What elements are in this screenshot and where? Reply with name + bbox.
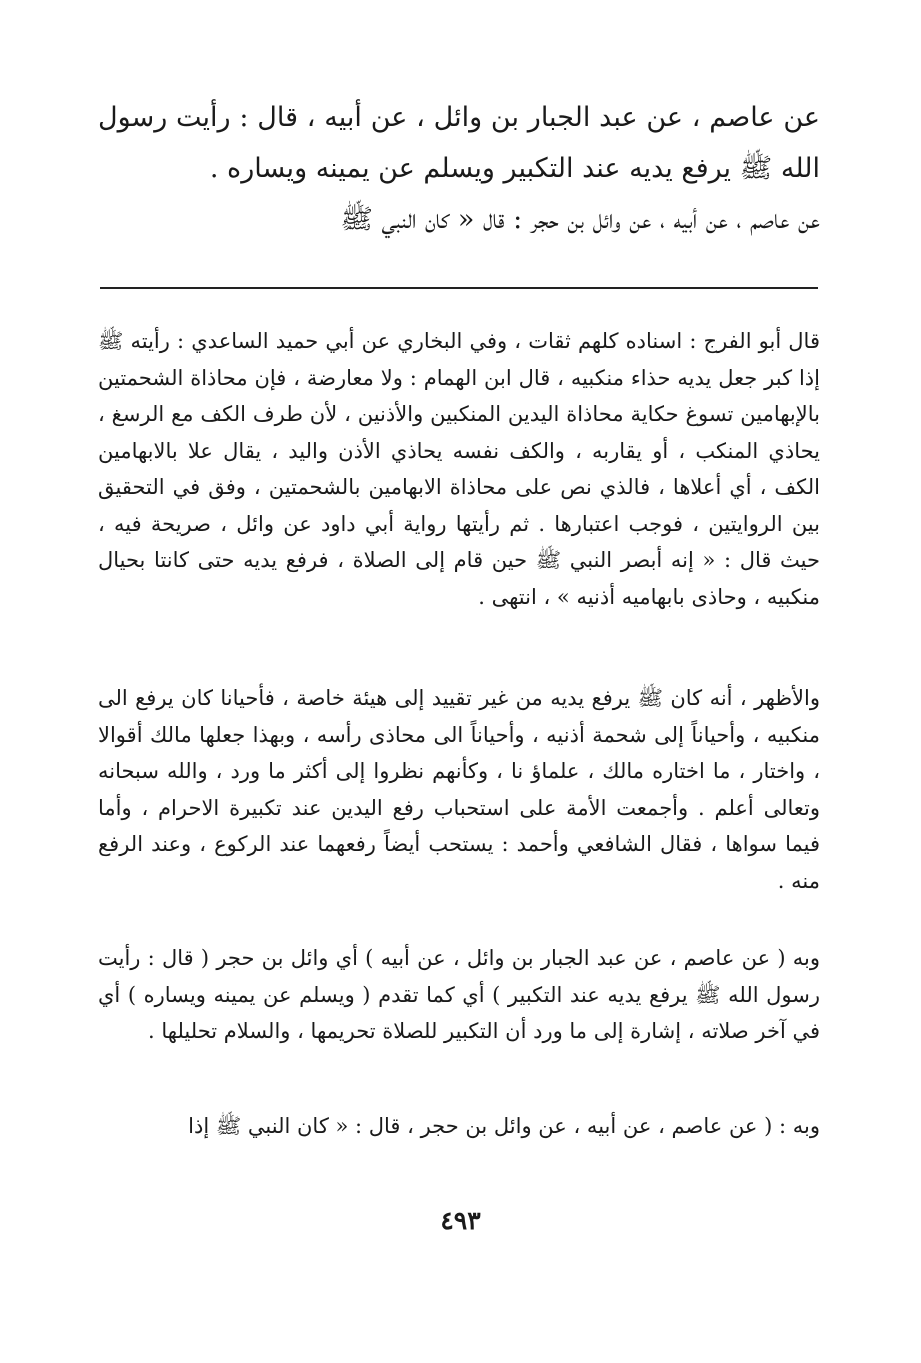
commentary-block-2 — [98, 680, 820, 899]
hadith-paragraph-1: عن عاصم ، عن عبد الجبار بن وائل ، عن أبيه ، قال : رأيت رسول الله ﷺ يرفع يديه عند التكبير ويسلم عن يمينه ويساره . — [98, 102, 820, 184]
commentary-paragraph-4: وبه : ( عن عاصم ، عن أبيه ، عن وائل بن حجر ، قال : « كان النبي ﷺ إذا — [188, 1114, 820, 1138]
hadith-text — [98, 92, 820, 245]
hadith-paragraph-2: عن عاصم ، عن أبيه ، عن وائل بن حجر : قال « كان النبي ﷺ — [340, 204, 820, 235]
commentary-paragraph-2: والأظهر ، أنه كان ﷺ يرفع يديه من غير تقييد إلى هيئة خاصة ، فأحيانا كان يرفع الى منكبيه ، وأحياناً إلى شحمة أذنيه ، وأحياناً الى محاذى رأسه ، وبهذا جعلها مالك أقوالا ، واختار ، ما اختاره مالك ، علماؤ نا ، وكأنهم نظروا إلى أكثر ما ورد ، والله سبحانه وتعالى أعلم . وأجمعت الأمة على استحباب رفع اليدين عند تكبيرة الاحرام ، وأما فيما سواها ، فقال الشافعي وأحمد : يستحب أيضاً رفعهما عند الركوع ، وعند الرفع منه . — [98, 686, 820, 893]
commentary-block-1 — [98, 323, 820, 615]
separator-rule — [100, 287, 818, 289]
commentary-paragraph-1: قال أبو الفرج : اسناده كلهم ثقات ، وفي البخاري عن أبي حميد الساعدي : رأيته ﷺ إذا كبر جعل يديه حذاء منكبيه ، قال ابن الهمام : ولا معارضة ، فإن محاذاة الشحمتين بالإبهامين تسوغ حكاية محاذاة اليدين المنكبين والأذنين ، لأن طرف الكف مع الرسغ ، يحاذي المنكب ، أو يقاربه ، والكف نفسه يحاذي الأذن واليد ، يقال علا بالابهامين الكف ، أي أعلاها ، فالذي نص على محاذاة الابهامين بالشحمتين ، وفق في التحقيق بين الروايتين ، فوجب اعتبارها . ثم رأيتها رواية أبي داود عن وائل ، صريحة فيه ، حيث قال : « إنه أبصر النبي ﷺ حين قام إلى الصلاة ، فرفع يديه حتى كانتا بحيال منكبيه ، وحاذى بابهاميه أذنيه » ، انتهى . — [98, 329, 820, 609]
commentary-block-4 — [98, 1108, 820, 1145]
commentary-paragraph-3: وبه ( عن عاصم ، عن عبد الجبار بن وائل ، عن أبيه ) أي وائل بن حجر ( قال : رأيت رسول الله ﷺ يرفع يديه عند التكبير ) أي كما تقدم ( ويسلم عن يمينه ويساره ) أي في آخر صلاته ، إشارة إلى ما ورد أن التكبير للصلاة تحريمها ، والسلام تحليلها . — [98, 946, 821, 1043]
commentary-block-3 — [98, 940, 820, 1050]
page-number: ٤٩٣ — [440, 1206, 481, 1235]
